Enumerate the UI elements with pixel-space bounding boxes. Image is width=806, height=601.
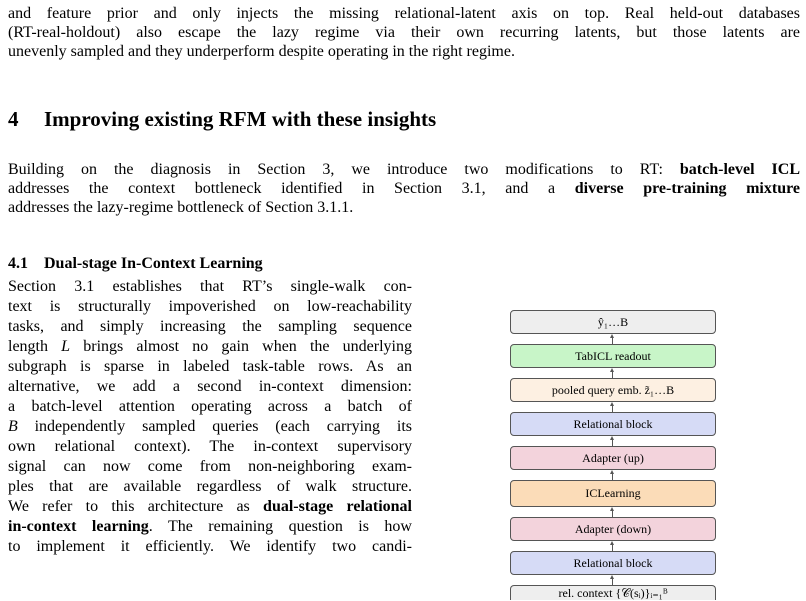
section-4-heading <box>8 107 436 132</box>
adapter-down-block: Adapter (down) <box>510 517 716 541</box>
arrow-up-icon <box>612 334 614 344</box>
section-4-1-title: Dual-stage In-Context Learning <box>44 255 263 272</box>
batch-level-icl-term: batch-level ICL <box>679 161 800 178</box>
relational-context-block: rel. context {𝒞(sᵢ)}ᵢ₌₁ᴮ <box>510 585 716 600</box>
s41-line: in-context learning. The remaining question is how <box>8 518 412 535</box>
dual-stage-term: dual-stage relational <box>263 498 413 515</box>
section-4-1-number: 4.1 <box>8 255 28 272</box>
arrow-up-icon <box>612 402 614 412</box>
s41-line: B independently sampled queries (each carrying its <box>8 418 412 435</box>
s41-line: a batch-level attention operating across a batch of <box>8 398 412 415</box>
s4-line-2: addresses the context bottleneck identified in Section 3.1, and a diverse pre-training mixture <box>8 180 800 197</box>
tabicl-readout-block: TabICL readout <box>510 344 716 368</box>
s41-line: ples that are available regardless of walk structure. <box>8 478 412 495</box>
section-4-paragraph <box>8 160 800 217</box>
relational-block-top: Relational block <box>510 412 716 436</box>
section-4-title: Improving existing RFM with these insights <box>44 107 437 131</box>
s41-line: text is structurally impoverished on low-reachability <box>8 298 412 315</box>
s41-line: Section 3.1 establishes that RT’s single-walk con- <box>8 278 412 295</box>
var-B: B <box>8 418 18 435</box>
iclearning-block: ICLearning <box>510 480 716 507</box>
intro-line-3: unevenly sampled and they underperform despite operating in the right regime. <box>8 43 515 60</box>
pooled-query-block: pooled query emb. z̃₁…B <box>510 378 716 402</box>
section-4-1-paragraph <box>8 277 412 557</box>
var-L: L <box>61 338 71 355</box>
intro-paragraph <box>8 4 800 61</box>
relational-block-bottom: Relational block <box>510 551 716 575</box>
section-4-number: 4 <box>8 107 19 131</box>
s41-line: signal can now come from non-neighboring exam- <box>8 458 412 475</box>
arrow-up-icon <box>612 541 614 551</box>
arrow-up-icon <box>612 507 614 517</box>
s41-line: tasks, and simply increasing the sampling sequence <box>8 318 412 335</box>
s41-line: We refer to this architecture as dual-stage relational <box>8 498 413 515</box>
output-block: ŷ₁…B <box>510 310 716 334</box>
architecture-diagram <box>510 310 718 600</box>
section-4-1-heading <box>8 255 263 273</box>
adapter-up-block: Adapter (up) <box>510 446 716 470</box>
s4-line-3: addresses the lazy-regime bottleneck of Section 3.1.1. <box>8 199 354 216</box>
icl-term: in-context learning <box>8 518 149 535</box>
intro-line-2: (RT-real-holdout) also escape the lazy regime via their own recurring latents, but those latents are <box>8 24 800 41</box>
arrow-up-icon <box>612 436 614 446</box>
arrow-up-icon <box>612 470 614 480</box>
arrow-up-icon <box>612 368 614 378</box>
s41-line: subgraph is sparse in labeled task-table rows. As an <box>8 358 412 375</box>
s4-line-1: Building on the diagnosis in Section 3, we introduce two modifications to RT: batch-level ICL <box>8 161 800 178</box>
intro-line-1: and feature prior and only injects the missing relational-latent axis on top. Real held-out databases <box>8 5 800 22</box>
s41-line: own relational context). The in-context supervisory <box>8 438 412 455</box>
s41-line: alternative, we add a second in-context dimension: <box>8 378 412 395</box>
s41-line: length L brings almost no gain when the underlying <box>8 338 413 355</box>
s41-line: to implement it efficiently. We identify two candi- <box>8 538 412 555</box>
diverse-mixture-term: diverse pre-training mixture <box>574 180 800 197</box>
arrow-up-icon <box>612 575 614 585</box>
